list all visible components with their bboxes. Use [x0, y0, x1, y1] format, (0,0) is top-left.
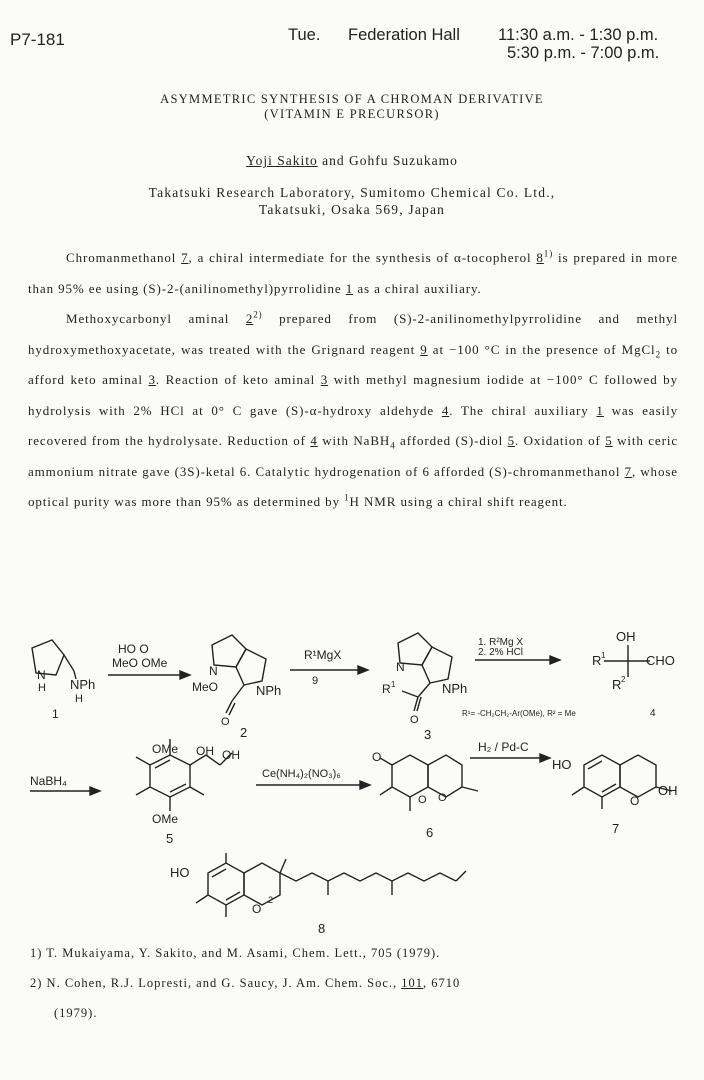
- atom-label: O: [438, 792, 447, 804]
- atom-label: NPh: [256, 683, 282, 698]
- atom-label: R: [592, 653, 602, 668]
- text: . Oxidation of: [515, 433, 606, 448]
- atom-label: O: [410, 714, 419, 726]
- session-location: Federation Hall: [348, 26, 460, 44]
- compound-label-8: 8: [318, 921, 326, 935]
- atom-label: O: [630, 794, 640, 808]
- reagent-1-top: HO O: [118, 642, 149, 656]
- atom-label: OH: [222, 748, 240, 762]
- title-line-1: ASYMMETRIC SYNTHESIS OF A CHROMAN DERIVATIVE: [160, 92, 544, 106]
- paper-title: [0, 92, 704, 122]
- atom-label: 2: [268, 895, 274, 905]
- abstract-body: [28, 243, 678, 518]
- text: at −100 °C in the presence of MgCl: [427, 341, 656, 357]
- atom-label: 2: [621, 675, 626, 684]
- title-line-2: (VITAMIN E PRECURSOR): [264, 107, 440, 121]
- compound-ref: 4: [441, 402, 450, 418]
- text: , whose optical purity was more than 95% as determined by: [28, 463, 678, 509]
- bicyclic-ring-a: [212, 635, 246, 667]
- pyran-ring: [428, 755, 462, 797]
- citation-1: 1): [543, 248, 554, 259]
- compound-ref: 9: [420, 341, 428, 357]
- compound-label-1: 1: [52, 707, 59, 721]
- compound-label-6: 6: [426, 825, 434, 840]
- compound-ref: 7: [624, 463, 632, 479]
- atom-label: OH: [616, 629, 636, 644]
- compound-ref: 2: [245, 311, 254, 326]
- text: , 6710: [423, 976, 461, 990]
- subscript: 2: [655, 349, 661, 360]
- phytyl-chain: [280, 873, 456, 881]
- paragraph-1: [28, 243, 678, 304]
- text: to afford keto aminal: [28, 341, 678, 387]
- reagent-6: H₂ / Pd-C: [478, 740, 529, 754]
- compound-ref: 7: [181, 250, 189, 265]
- abstract-code: P7-181: [10, 30, 65, 49]
- compound-label-5: 5: [166, 831, 174, 846]
- pyran-ring: [620, 755, 656, 797]
- atom-label: O: [221, 716, 230, 728]
- pyran-ring: [244, 863, 280, 905]
- text: as a chiral auxiliary.: [353, 280, 482, 296]
- volume: 101: [401, 976, 424, 990]
- atom-label: CHO: [646, 653, 675, 668]
- session-time-1: 11:30 a.m. - 1:30 p.m.: [498, 26, 659, 44]
- quinone-ring: [392, 755, 428, 797]
- text: with NaBH: [317, 433, 391, 448]
- text: . The chiral auxiliary: [449, 402, 597, 418]
- atom-label: O: [372, 750, 382, 764]
- arene-ring: [150, 755, 190, 797]
- atom-label: OMe: [152, 812, 179, 826]
- atom-label: O: [418, 794, 427, 806]
- reagent-3-top: 1. R²Mg X: [478, 637, 524, 648]
- author-conjunction: and: [317, 153, 349, 168]
- compound-label-3: 3: [424, 727, 432, 742]
- atom-label: OH: [658, 783, 678, 798]
- text: prepared from (S)-2-anilinomethylpyrrolidine and methyl hydroxymethoxyacetate, was treated with the Grignard reagent: [28, 311, 678, 357]
- reagent-5: Ce(NH₄)₂(NO₃)₆: [262, 768, 341, 780]
- compound-ref: 5: [605, 433, 613, 448]
- subscript: 4: [390, 440, 396, 451]
- text: Chromanmethanol: [66, 250, 182, 265]
- atom-label: HO: [170, 865, 190, 880]
- compound-ref: 3: [320, 372, 329, 387]
- citation-2: 2): [253, 309, 263, 320]
- compound-ref: 8: [536, 250, 544, 265]
- scheme-footnote: R¹= -CH₂CH₂-Ar(OMe), R² = Me: [462, 709, 576, 718]
- atom-label: N: [396, 660, 405, 674]
- paragraph-2: [28, 304, 678, 518]
- text: 2) N. Cohen, R.J. Lopresti, and G. Saucy, J. Am. Chem. Soc.,: [30, 976, 402, 990]
- text: , a chiral intermediate for the synthesis of α-tocopherol: [188, 250, 537, 265]
- compound-label-2: 2: [240, 725, 248, 740]
- text: afforded (S)-diol: [395, 433, 508, 448]
- atom-label: HO: [552, 757, 572, 772]
- atom-label: H: [38, 682, 46, 694]
- superscript: 1: [344, 492, 350, 503]
- atom-label: 1: [601, 651, 606, 660]
- atom-label: OH: [196, 744, 214, 758]
- author-list: [0, 153, 704, 169]
- reagent-2-bottom: 9: [312, 675, 319, 687]
- atom-label: N: [209, 664, 218, 678]
- compound-ref: 5: [507, 433, 515, 448]
- compound-label-4: 4: [650, 708, 656, 719]
- reagent-4: NaBH₄: [30, 774, 67, 788]
- text: with methyl magnesium iodide at −100° C followed by hydrolysis with 2% HCl at 0° C gave (S)-α-hydroxy aldehyde: [28, 372, 678, 418]
- atom-label: MeO: [192, 680, 219, 694]
- reaction-scheme: [0, 615, 704, 935]
- affiliation: [0, 184, 704, 218]
- author-1: Yoji Sakito: [246, 153, 318, 168]
- compound-ref: 4: [310, 433, 318, 448]
- text: is prepared in more than 95% ee using (S)-2-(anilinomethyl)pyrrolidine: [28, 250, 678, 296]
- affiliation-line-2: Takatsuki, Osaka 569, Japan: [258, 202, 446, 217]
- affiliation-line-1: Takatsuki Research Laboratory, Sumitomo Chemical Co. Ltd.,: [148, 185, 556, 200]
- text: with ceric ammonium nitrate gave (3S)-ketal 6. Catalytic hydrogenation of 6 afforded (S)-chromanmethanol: [28, 433, 679, 479]
- atom-label: R: [382, 682, 391, 696]
- text: H NMR using a chiral shift reagent.: [349, 494, 568, 509]
- atom-label: N: [37, 668, 46, 682]
- atom-label: R: [612, 677, 622, 692]
- reference-2-year: (1979).: [54, 1006, 98, 1020]
- author-2: Gohfu Suzukamo: [348, 153, 458, 168]
- reference-2: [30, 968, 460, 998]
- reagent-3-bottom: 2. 2% HCl: [478, 647, 524, 658]
- atom-label: 1: [391, 680, 396, 689]
- bicyclic-ring-b: [236, 649, 266, 685]
- reference-1: 1) T. Mukaiyama, Y. Sakito, and M. Asami, Chem. Lett., 705 (1979).: [30, 946, 441, 960]
- atom-label: H: [75, 693, 83, 705]
- reference-list: [30, 938, 460, 1028]
- atom-label: O: [252, 902, 262, 916]
- compound-ref: 1: [596, 402, 604, 418]
- compound-ref: 1: [345, 280, 354, 296]
- reagent-2-top: R¹MgX: [304, 648, 342, 662]
- atom-label: NPh: [70, 677, 96, 692]
- atom-label: NPh: [442, 681, 468, 696]
- text: Methoxycarbonyl aminal: [66, 311, 246, 326]
- bicyclic-ring-b: [422, 647, 452, 683]
- text: . Reaction of keto aminal: [155, 372, 321, 387]
- session-time-2: 5:30 p.m. - 7:00 p.m.: [507, 44, 660, 62]
- atom-label: OMe: [152, 742, 179, 756]
- compound-label-7: 7: [612, 821, 620, 836]
- text: was easily recovered from the hydrolysate. Reduction of: [28, 402, 678, 448]
- reagent-1-bottom: MeO OMe: [112, 656, 168, 670]
- session-day: Tue.: [288, 26, 321, 44]
- compound-ref: 3: [148, 372, 156, 387]
